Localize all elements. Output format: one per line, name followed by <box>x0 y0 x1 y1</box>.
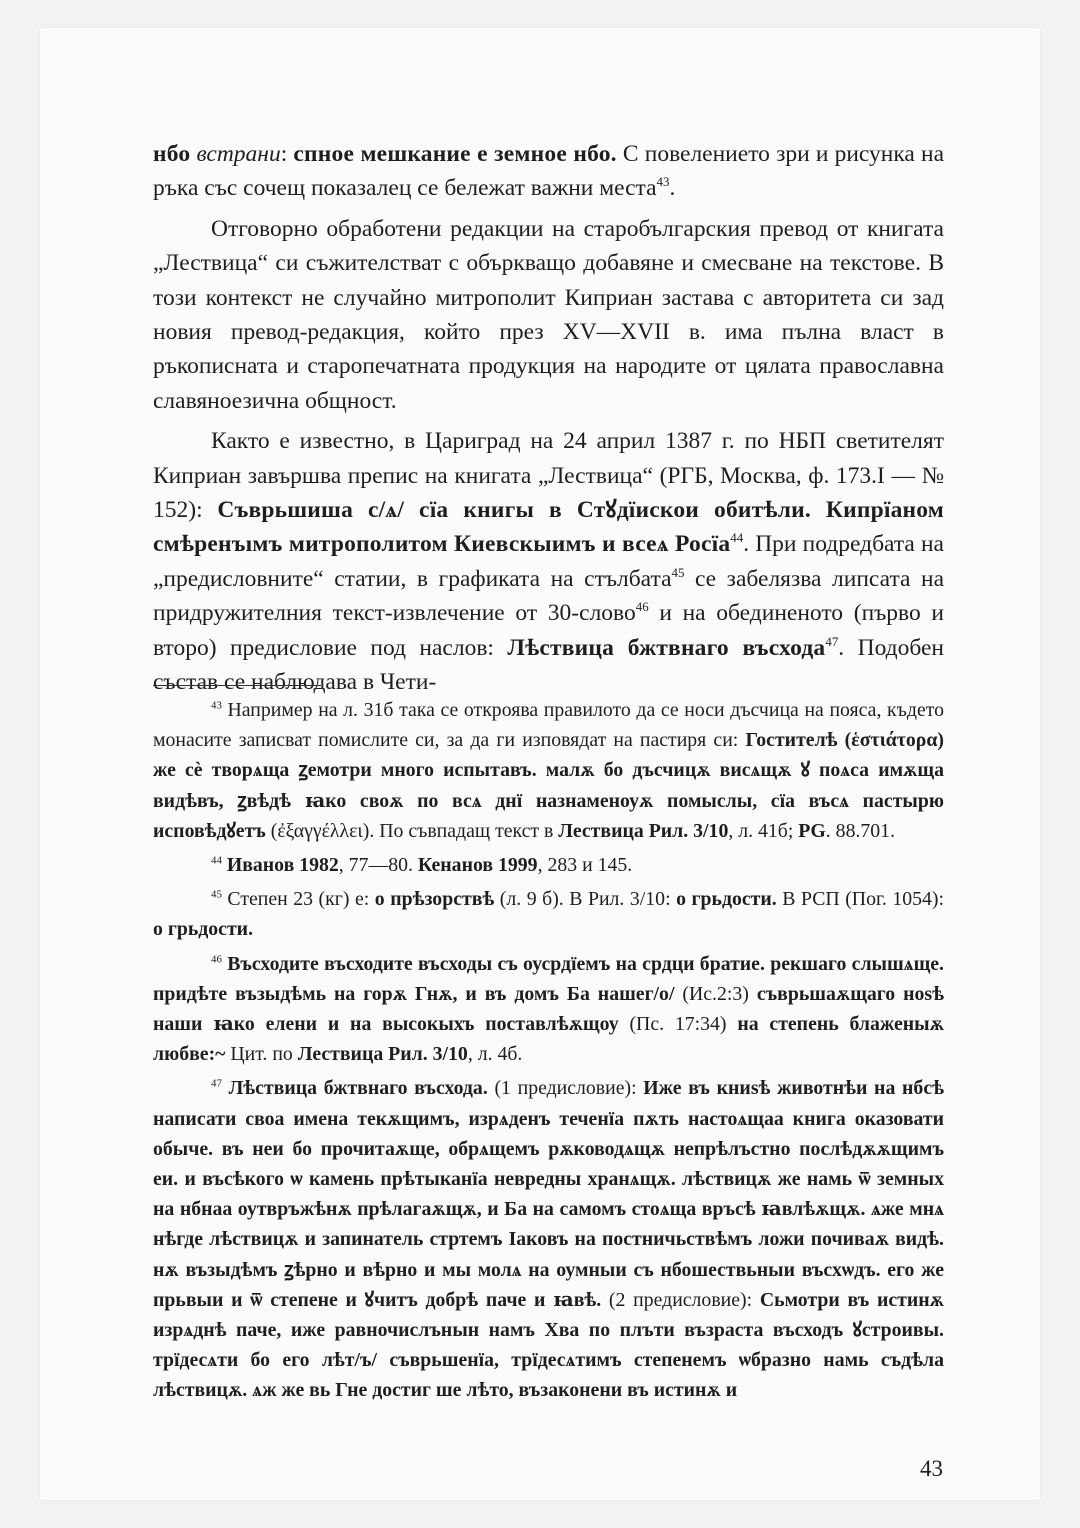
church-slavonic-text: спное мешкание е земное нбо. <box>293 141 617 167</box>
footnote-ref: 43 <box>656 174 670 190</box>
footnote-ref: 44 <box>730 530 744 546</box>
church-slavonic-text: Лѣствица бжтвнаго въсхода. <box>228 1077 488 1100</box>
footnote-43: $^{43}$ Например на л. 31б така се откроява правилото да се носи дъсчица на пояса, където монасите записват помислите си, за да ги изповядат на пастиря си: Гостителѣ (ἑστιάτορα) же сѐ творѧща ꙁемотри много испытавъ. малѫ бо дъсчицѫ висѧщѫ ꙋ поѧса имѫща видѣвъ, ꙁвѣдѣ ꙗко своѫ по всѧ днї назнаменоуѫ помыслы, сїа въсѧ пастырю исповѣдꙋетъ (ἐξαγγέλλει). По съвпадащ текст в Лествица Рил. 3/10, л. 41б; PG. 88.701. <box>153 699 944 842</box>
church-slavonic-text: Лѣствица бжтвнаго въсхода <box>507 634 826 661</box>
footnote-ref: 47 <box>825 633 839 649</box>
italic-text: встрани <box>196 141 281 167</box>
paragraph-2: Отговорно обработени редакции на старобългарския превод от книгата „Лествица“ си съжителстват с объркващо добавяне и смесване на текстове. В този контекст не случайно митрополит Киприан застава с авторитета си зад новия превод-редакция, който през XV—XVII в. има пълна власт в ръкописната и старопечатната продукция на народите от цялата православна славяноезична общност. <box>153 215 944 414</box>
footnote-number: 44 <box>211 854 222 867</box>
church-slavonic-text: Сьмотри въ истинѫ изрѧднѣ паче, иже равночислънын намъ Хва по плъти възраста въсходъ ꙋстроивы. трїдесѧти бо его лѣт/ъ/ съврьшенїа, трїдесѧтимъ степенемъ ѡбразно намь съдѣла лѣствицѫ. ѧж же вь Гне достиг ше лѣто, възаконени въ истинѫ и <box>153 1288 944 1402</box>
footnote-46: $^{46}$ Въсходите въсходите въсходы съ оусрдїемъ на срдци братие. рекшаго слышѧще. придѣте възыдѣмь на горѫ Гнѫ, и въ домъ Ба нашег/о/ (Ис.2:3) съврьшаѫщаго ноѕѣ наши ꙗко елени и на высокыхъ поставлѣѫщоу (Пс. 17:34) на степень блаженыѫ любве:~ Цит. по Лествица Рил. 3/10, л. 4б. <box>153 952 945 1066</box>
footnote-number: 45 <box>211 888 222 901</box>
source-ref: Лествица Рил. 3/10 <box>558 819 729 842</box>
footnote-number: 43 <box>211 699 222 712</box>
church-slavonic-text: о прѣзорствѣ <box>374 888 495 911</box>
page-number: 43 <box>920 1456 943 1481</box>
church-slavonic-text: Съврьшиша с/ѧ/ сїа книгы в Стꙋдїискои обитѣли. Кипрїаном смѣренъıмъ митрополитом Киевскыимъ и всеѧ Росїа <box>153 497 945 558</box>
source-ref: Лествица Рил. 3/10 <box>297 1043 468 1066</box>
footnote-45: $^{45}$ Степен 23 (кг) е: о прѣзорствѣ (л. 9 б). В Рил. 3/10: о грьдости. В РСП (Пог. 1054): о грьдости. <box>153 888 944 941</box>
footnote-number: 46 <box>211 953 222 966</box>
source-ref: Кенанов 1999 <box>417 854 538 877</box>
church-slavonic-text: нбо <box>153 141 191 167</box>
footnote-44: $^{44}$ Иванов 1982, 77—80. Кенанов 1999, 283 и 145. <box>211 854 633 877</box>
footnotes <box>153 695 944 1410</box>
paragraph-3: Както е известно, в Цариград на 24 април 1387 г. по НБП светителят Киприан завършва препис на книгата „Лествица“ (РГБ, Москва, ф. 173.I — № 152): Съврьшиша с/ѧ/ сїа книгы в Стꙋдїискои обитѣли. Кипрїаном смѣренъıмъ митрополитом Киевскыимъ и всеѧ Росїа$^{44}$. При подредбата на „предисловните“ статии, в графиката на стълбата$^{45}$ се забелязва липсата на придружителния текст-извлечение от 30-слово$^{46}$ и на обединеното (първо и второ) предисловие под наслов: Лѣствица бжтвнаго въсхода$^{47}$. Подобен състав се наблюдава в Чети- <box>153 428 945 696</box>
footnote-47: $^{47}$ Лѣствица бжтвнаго въсхода. (1 предисловие): Иже въ книѕѣ животнѣи на нбсѣ написати своа имена текѫщимъ, изрѧденъ теченїа пѫть настоѧщаа книга оказовати обыче. въ неи бо прочитаѫще, обрѧщемъ рѫководѧщѫ непрѣлъстно послѣдѫѫщимъ еи. и въсѣкого ѡ камень прѣтыканїа невредны хранѧщѫ. лѣствицѫ же намь ѿ земных на нбнаа оутвръжѣнѫ прѣлагаѫщѫ, и Ба на самомъ стоѧща връсѣ ꙗвлѣѫщѫ. ѧже мнѧ нѣгде лѣствицѫ и запинатель стртемъ Іаковъ на постничьствѣмъ ложи почиваѫ видѣ. нѫ възыдѣмъ ꙁѣрно и вѣрно и мы молѧ на оумныи съ нбошествьныи въсхѡдъ. его же прьвыи и ѿ степене и ꙋчитъ добрѣ паче и ꙗвѣ. (2 предисловие): Сьмотри въ истинѫ изрѧднѣ паче, иже равночислънын намъ Хва по плъти възраста въсходъ ꙋстроивы. трїдесѧти бо его лѣт/ъ/ съврьшенїа, трїдесѧтимъ степенемъ ѡбразно намь съдѣла лѣствицѫ. ѧж же вь Гне достиг ше лѣто, възаконени въ истинѫ и <box>153 1077 944 1402</box>
church-slavonic-text: Иже въ книѕѣ животнѣи на нбсѣ написати своа имена текѫщимъ, изрѧденъ теченїа пѫть настоѧщаа книга оказовати обыче. въ неи бо прочитаѫще, обрѧщемъ рѫководѧщѫ непрѣлъстно послѣдѫѫщимъ еи. и въсѣкого ѡ камень прѣтыканїа невредны хранѧщѫ. лѣствицѫ же намь ѿ земных на нбнаа оутвръжѣнѫ прѣлагаѫщѫ, и Ба на самомъ стоѧща връсѣ ꙗвлѣѫщѫ. ѧже мнѧ нѣгде лѣствицѫ и запинатель стртемъ Іаковъ на постничьствѣмъ ложи почиваѫ видѣ. нѫ възыдѣмъ ꙁѣрно и вѣрно и мы молѧ на оумныи съ нбошествьныи въсхѡдъ. его же прьвыи и ѿ степене и ꙋчитъ добрѣ паче и ꙗвѣ. <box>153 1077 944 1311</box>
church-slavonic-text: о грьдости. <box>153 918 254 941</box>
church-slavonic-text: съврьшаѫщаго ноѕѣ наши ꙗко елени и на высокыхъ поставлѣѫщоу <box>153 982 944 1036</box>
footnote-separator <box>153 685 321 686</box>
main-text <box>153 137 944 706</box>
source-ref: PG <box>798 819 826 842</box>
source-ref: Иванов 1982 <box>226 854 339 877</box>
footnote-ref: 45 <box>671 565 685 581</box>
church-slavonic-text: на степень блаженыѫ любве:~ <box>153 1013 944 1066</box>
church-slavonic-text: о грьдости. <box>676 888 777 911</box>
paragraph-1: нбо встрани: спное мешкание е земное нбо. С повелението зри и рисунка на ръка със сочещ показалец се бележат важни места$^{43}$. <box>153 141 945 202</box>
footnote-number: 47 <box>211 1077 222 1090</box>
footnote-ref: 46 <box>635 599 649 615</box>
church-slavonic-text: Гостителѣ (ἑστιάτορα) же сѐ творѧща ꙁемотри много испытавъ. малѫ бо дъсчицѫ висѧщѫ ꙋ поѧса имѫща видѣвъ, ꙁвѣдѣ ꙗко своѫ по всѧ днї назнаменоуѫ помыслы, сїа въсѧ пастырю исповѣдꙋетъ <box>153 729 944 842</box>
church-slavonic-text: Въсходите въсходите въсходы съ оусрдїемъ на срдци братие. рекшаго слышѧще. придѣте възыдѣмь на горѫ Гнѫ, и въ домъ Ба нашег/о/ <box>153 952 945 1005</box>
